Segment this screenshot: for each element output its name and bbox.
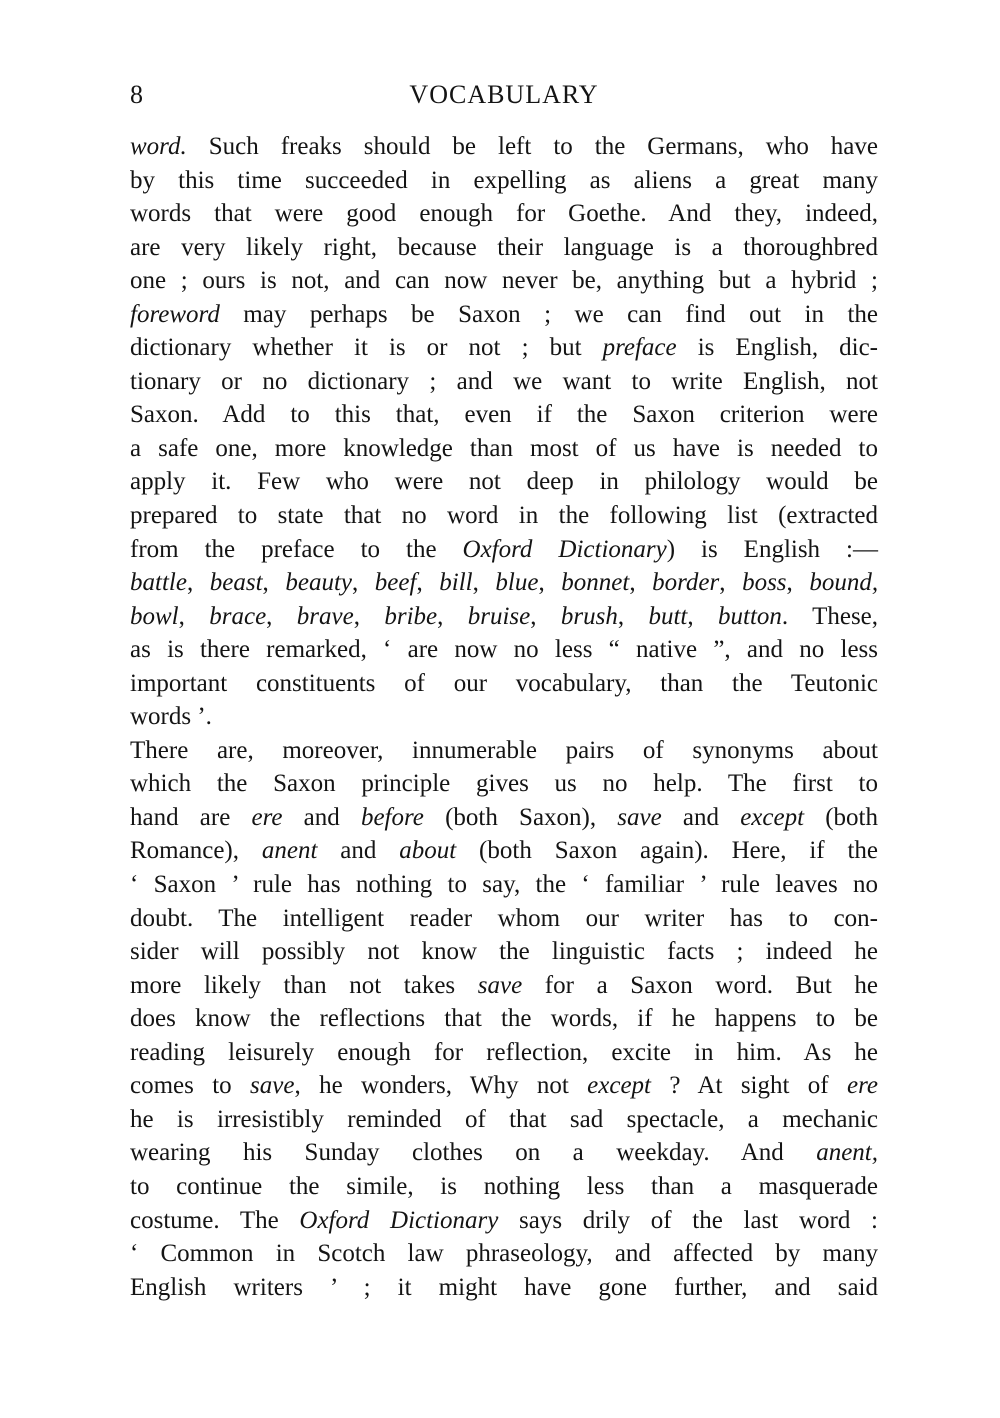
text-run: hand are <box>130 803 252 831</box>
text-line <box>130 700 878 734</box>
text-run: , <box>629 569 653 597</box>
italic-term: boss <box>742 569 787 597</box>
italic-term: battle <box>130 569 187 597</box>
text-line <box>130 1204 878 1238</box>
italic-term: border <box>652 569 720 597</box>
text-run: is English, dic- <box>676 334 879 362</box>
text-run: prepared to state that no word in the following list (extracted <box>130 502 878 530</box>
text-run: tionary or no dictionary ; and we want to write English, not <box>130 367 878 395</box>
text-line <box>130 1237 878 1271</box>
text-line <box>130 767 878 801</box>
text-run: , <box>786 569 810 597</box>
italic-term: anent <box>261 837 318 865</box>
text-line <box>130 868 878 902</box>
text-run: a safe one, more knowledge than most of us have is needed to <box>130 434 878 462</box>
text-line <box>130 264 878 298</box>
text-line <box>130 465 878 499</box>
italic-term: button <box>718 602 782 630</box>
italic-term: before <box>360 803 424 831</box>
text-line <box>130 1170 878 1204</box>
text-run: There are, moreover, innumerable pairs of synonyms about <box>130 736 878 764</box>
text-run: . These, <box>781 602 879 630</box>
text-run: , <box>178 602 210 630</box>
text-line <box>130 633 878 667</box>
text-run: (both Saxon again). Here, if the <box>456 837 878 865</box>
text-run: by this time succeeded in expelling as aliens a great many <box>130 166 878 194</box>
text-run: ) is English :— <box>666 535 878 563</box>
text-line <box>130 231 878 265</box>
text-run: comes to <box>130 1072 251 1100</box>
text-line <box>130 801 878 835</box>
italic-term: word. <box>130 133 187 160</box>
italic-term: beauty <box>285 569 352 597</box>
text-run: says drily of the last word : <box>498 1206 878 1234</box>
italic-term: except <box>740 803 805 831</box>
text-run: ? At sight of <box>651 1072 847 1100</box>
text-run: are very likely right, because their language is a thoroughbred <box>130 233 878 261</box>
italic-term: save <box>250 1072 295 1100</box>
running-head-title: VOCABULARY <box>409 80 599 109</box>
text-run: , <box>687 602 718 630</box>
italic-term: brace <box>209 602 267 630</box>
italic-term: save <box>617 803 662 831</box>
text-run: and <box>317 837 400 865</box>
italic-term: blue <box>495 569 539 597</box>
text-run: more likely than not takes <box>130 971 478 999</box>
text-line <box>130 432 878 466</box>
text-run: , <box>530 602 561 630</box>
text-run: , <box>351 569 375 597</box>
italic-term: ere <box>251 803 283 831</box>
text-line <box>130 1002 878 1036</box>
text-line <box>130 935 878 969</box>
italic-term: except <box>587 1072 652 1100</box>
text-run: sider will possibly not know the linguistic facts ; indeed he <box>130 938 878 966</box>
italic-term: bruise <box>467 602 531 630</box>
body-text <box>130 130 878 1304</box>
text-run: which the Saxon principle gives us no help. The first to <box>130 770 878 798</box>
text-run: reading leisurely enough for reflection, excite in him. As he <box>130 1038 878 1066</box>
italic-term: bill <box>439 569 473 597</box>
italic-term: bowl <box>130 602 179 630</box>
text-line <box>130 499 878 533</box>
text-run: (both <box>804 803 878 831</box>
italic-term: beast <box>209 569 263 597</box>
text-line <box>130 834 878 868</box>
text-run: for a Saxon word. But he <box>522 971 879 999</box>
text-line <box>130 969 878 1003</box>
text-line <box>130 164 878 198</box>
text-run: , <box>437 602 468 630</box>
text-line <box>130 1036 878 1070</box>
text-run: from the preface to the <box>130 535 463 563</box>
text-run: , <box>262 569 286 597</box>
text-run: Saxon. Add to this that, even if the Saxon criterion were <box>130 401 878 429</box>
text-line <box>130 902 878 936</box>
text-run: important constituents of our vocabulary, than the Teutonic <box>130 669 878 697</box>
text-run: doubt. The intelligent reader whom our writer has to con- <box>130 904 878 932</box>
text-run: Romance), <box>130 837 262 865</box>
text-run: words that were good enough for Goethe. And they, indeed, <box>130 200 878 228</box>
text-run: Such freaks should be left to the Germans, who have <box>186 133 878 160</box>
text-run: ‘ Saxon ’ rule has nothing to say, the ‘ familiar ’ rule leaves no <box>130 871 878 899</box>
text-run: , <box>416 569 440 597</box>
text-run: one ; ours is not, and can now never be, anything but a hybrid ; <box>130 267 878 295</box>
italic-term: bribe <box>384 602 438 630</box>
text-line <box>130 298 878 332</box>
text-run: , <box>186 569 210 597</box>
italic-term: ere <box>846 1072 878 1100</box>
text-run: as is there remarked, ‘ are now no less “ native ”, and no less <box>130 636 878 664</box>
italic-term: bound, <box>809 569 879 597</box>
italic-term: bonnet <box>561 569 630 597</box>
italic-term: save <box>477 971 523 999</box>
text-run: and <box>661 803 741 831</box>
italic-term: about <box>399 837 457 865</box>
text-line <box>130 566 878 600</box>
text-line <box>130 600 878 634</box>
text-run: (both Saxon), <box>423 803 618 831</box>
text-run: and <box>282 803 361 831</box>
text-run: , <box>617 602 649 630</box>
text-line <box>130 1136 878 1170</box>
text-line <box>130 130 878 164</box>
text-run: does know the reflections that the words, if he happens to be <box>130 1005 878 1033</box>
text-run: costume. The <box>130 1206 300 1234</box>
italic-term: brush <box>560 602 618 630</box>
text-run: , <box>266 602 297 630</box>
text-line <box>130 398 878 432</box>
italic-term: Oxford Dictionary <box>299 1206 499 1234</box>
page-number: 8 <box>130 80 143 109</box>
text-line <box>130 331 878 365</box>
italic-term: foreword <box>130 300 220 328</box>
text-line <box>130 1271 878 1305</box>
italic-term: anent, <box>816 1139 878 1167</box>
text-line <box>130 1103 878 1137</box>
text-run: , <box>538 569 562 597</box>
text-line <box>130 365 878 399</box>
text-line <box>130 734 878 768</box>
italic-term: Oxford Dictionary <box>462 535 667 563</box>
text-run: , <box>719 569 743 597</box>
text-run: he is irresistibly reminded of that sad spectacle, a mechanic <box>130 1105 878 1133</box>
text-run: English writers ’ ; it might have gone further, and said <box>130 1273 878 1301</box>
text-run: , <box>472 569 496 597</box>
text-run: , <box>353 602 385 630</box>
text-run: dictionary whether it is or not ; but <box>130 334 603 362</box>
italic-term: preface <box>602 334 677 362</box>
text-run: ‘ Common in Scotch law phraseology, and affected by many <box>130 1240 878 1268</box>
text-line <box>130 1069 878 1103</box>
text-run: to continue the simile, is nothing less than a masquerade <box>130 1172 878 1200</box>
text-line <box>130 667 878 701</box>
text-run: may perhaps be Saxon ; we can find out in the <box>219 300 878 328</box>
text-line <box>130 197 878 231</box>
text-run: apply it. Few who were not deep in philology would be <box>130 468 878 496</box>
text-run: words ’. <box>130 703 212 731</box>
italic-term: beef <box>374 569 417 597</box>
italic-term: butt <box>648 602 688 630</box>
text-run: wearing his Sunday clothes on a weekday. And <box>130 1139 817 1167</box>
running-head <box>0 80 1000 110</box>
italic-term: brave <box>296 602 354 630</box>
text-run: , he wonders, Why not <box>294 1072 588 1100</box>
text-line <box>130 533 878 567</box>
